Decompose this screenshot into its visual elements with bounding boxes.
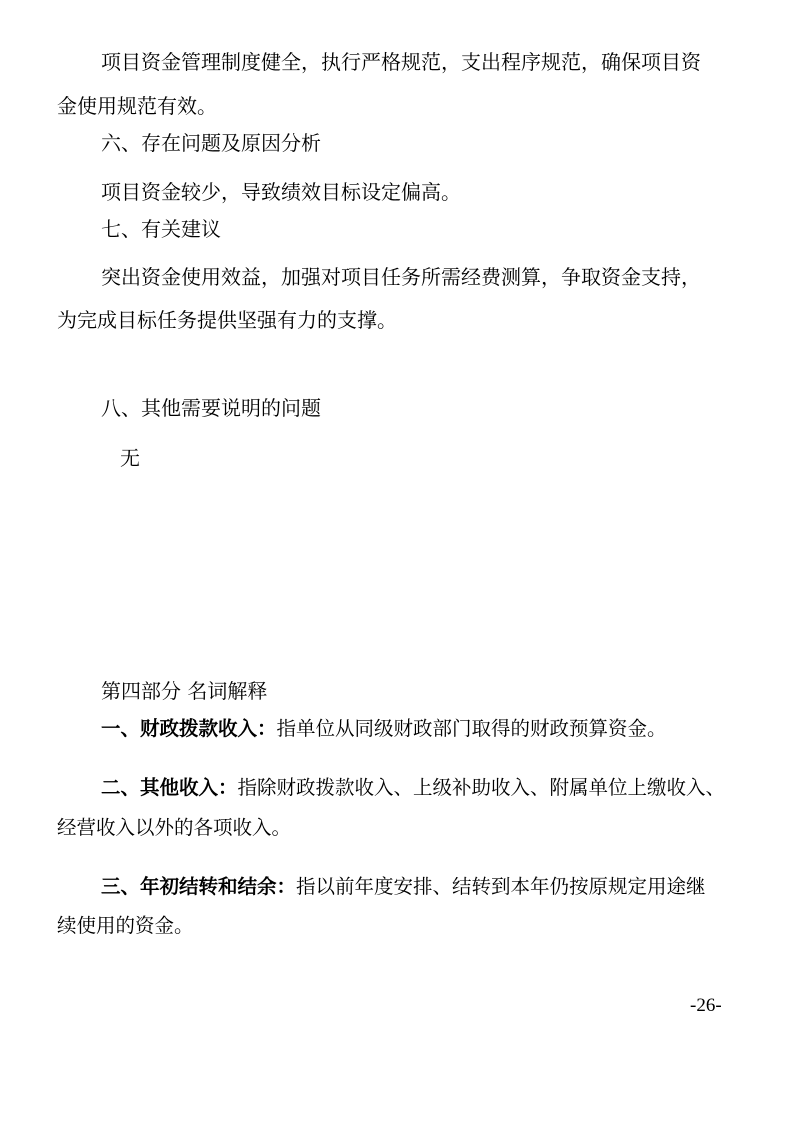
term-fiscal-appropriation-label: 一、财政拨款收入： (101, 717, 277, 740)
term-fiscal-appropriation (101, 717, 667, 741)
paragraph-funds-management-line-2: 金使用规范有效。 (57, 94, 217, 118)
term-carryover-line-2: 续使用的资金。 (57, 914, 194, 937)
term-carryover-line-1 (101, 875, 706, 899)
paragraph-funds-management-line-1: 项目资金管理制度健全，执行严格规范，支出程序规范，确保项目资 (101, 50, 701, 74)
paragraph-suggestions-line-2: 为完成目标任务提供坚强有力的支撑。 (57, 308, 397, 332)
page-number: -26- (690, 995, 722, 1016)
term-fiscal-appropriation-text: 指单位从同级财政部门取得的财政预算资金。 (276, 717, 667, 740)
term-other-income-line-2: 经营收入以外的各项收入。 (57, 816, 292, 839)
paragraph-problems: 项目资金较少，导致绩效目标设定偏高。 (101, 180, 461, 204)
heading-problems-analysis: 六、存在问题及原因分析 (101, 131, 321, 155)
part-four-title: 第四部分 名词解释 (101, 679, 268, 703)
term-other-income-line-1 (101, 776, 725, 800)
term-carryover-label: 三、年初结转和结余： (101, 875, 297, 898)
term-other-income-label: 二、其他收入： (101, 776, 238, 799)
heading-suggestions: 七、有关建议 (101, 217, 221, 241)
paragraph-none: 无 (120, 446, 140, 470)
term-carryover-text: 指以前年度安排、结转到本年仍按原规定用途继 (296, 875, 706, 898)
paragraph-suggestions-line-1: 突出资金使用效益，加强对项目任务所需经费测算，争取资金支持， (101, 265, 701, 289)
heading-other-issues: 八、其他需要说明的问题 (101, 396, 321, 420)
term-other-income-text: 指除财政拨款收入、上级补助收入、附属单位上缴收入、 (237, 776, 726, 799)
